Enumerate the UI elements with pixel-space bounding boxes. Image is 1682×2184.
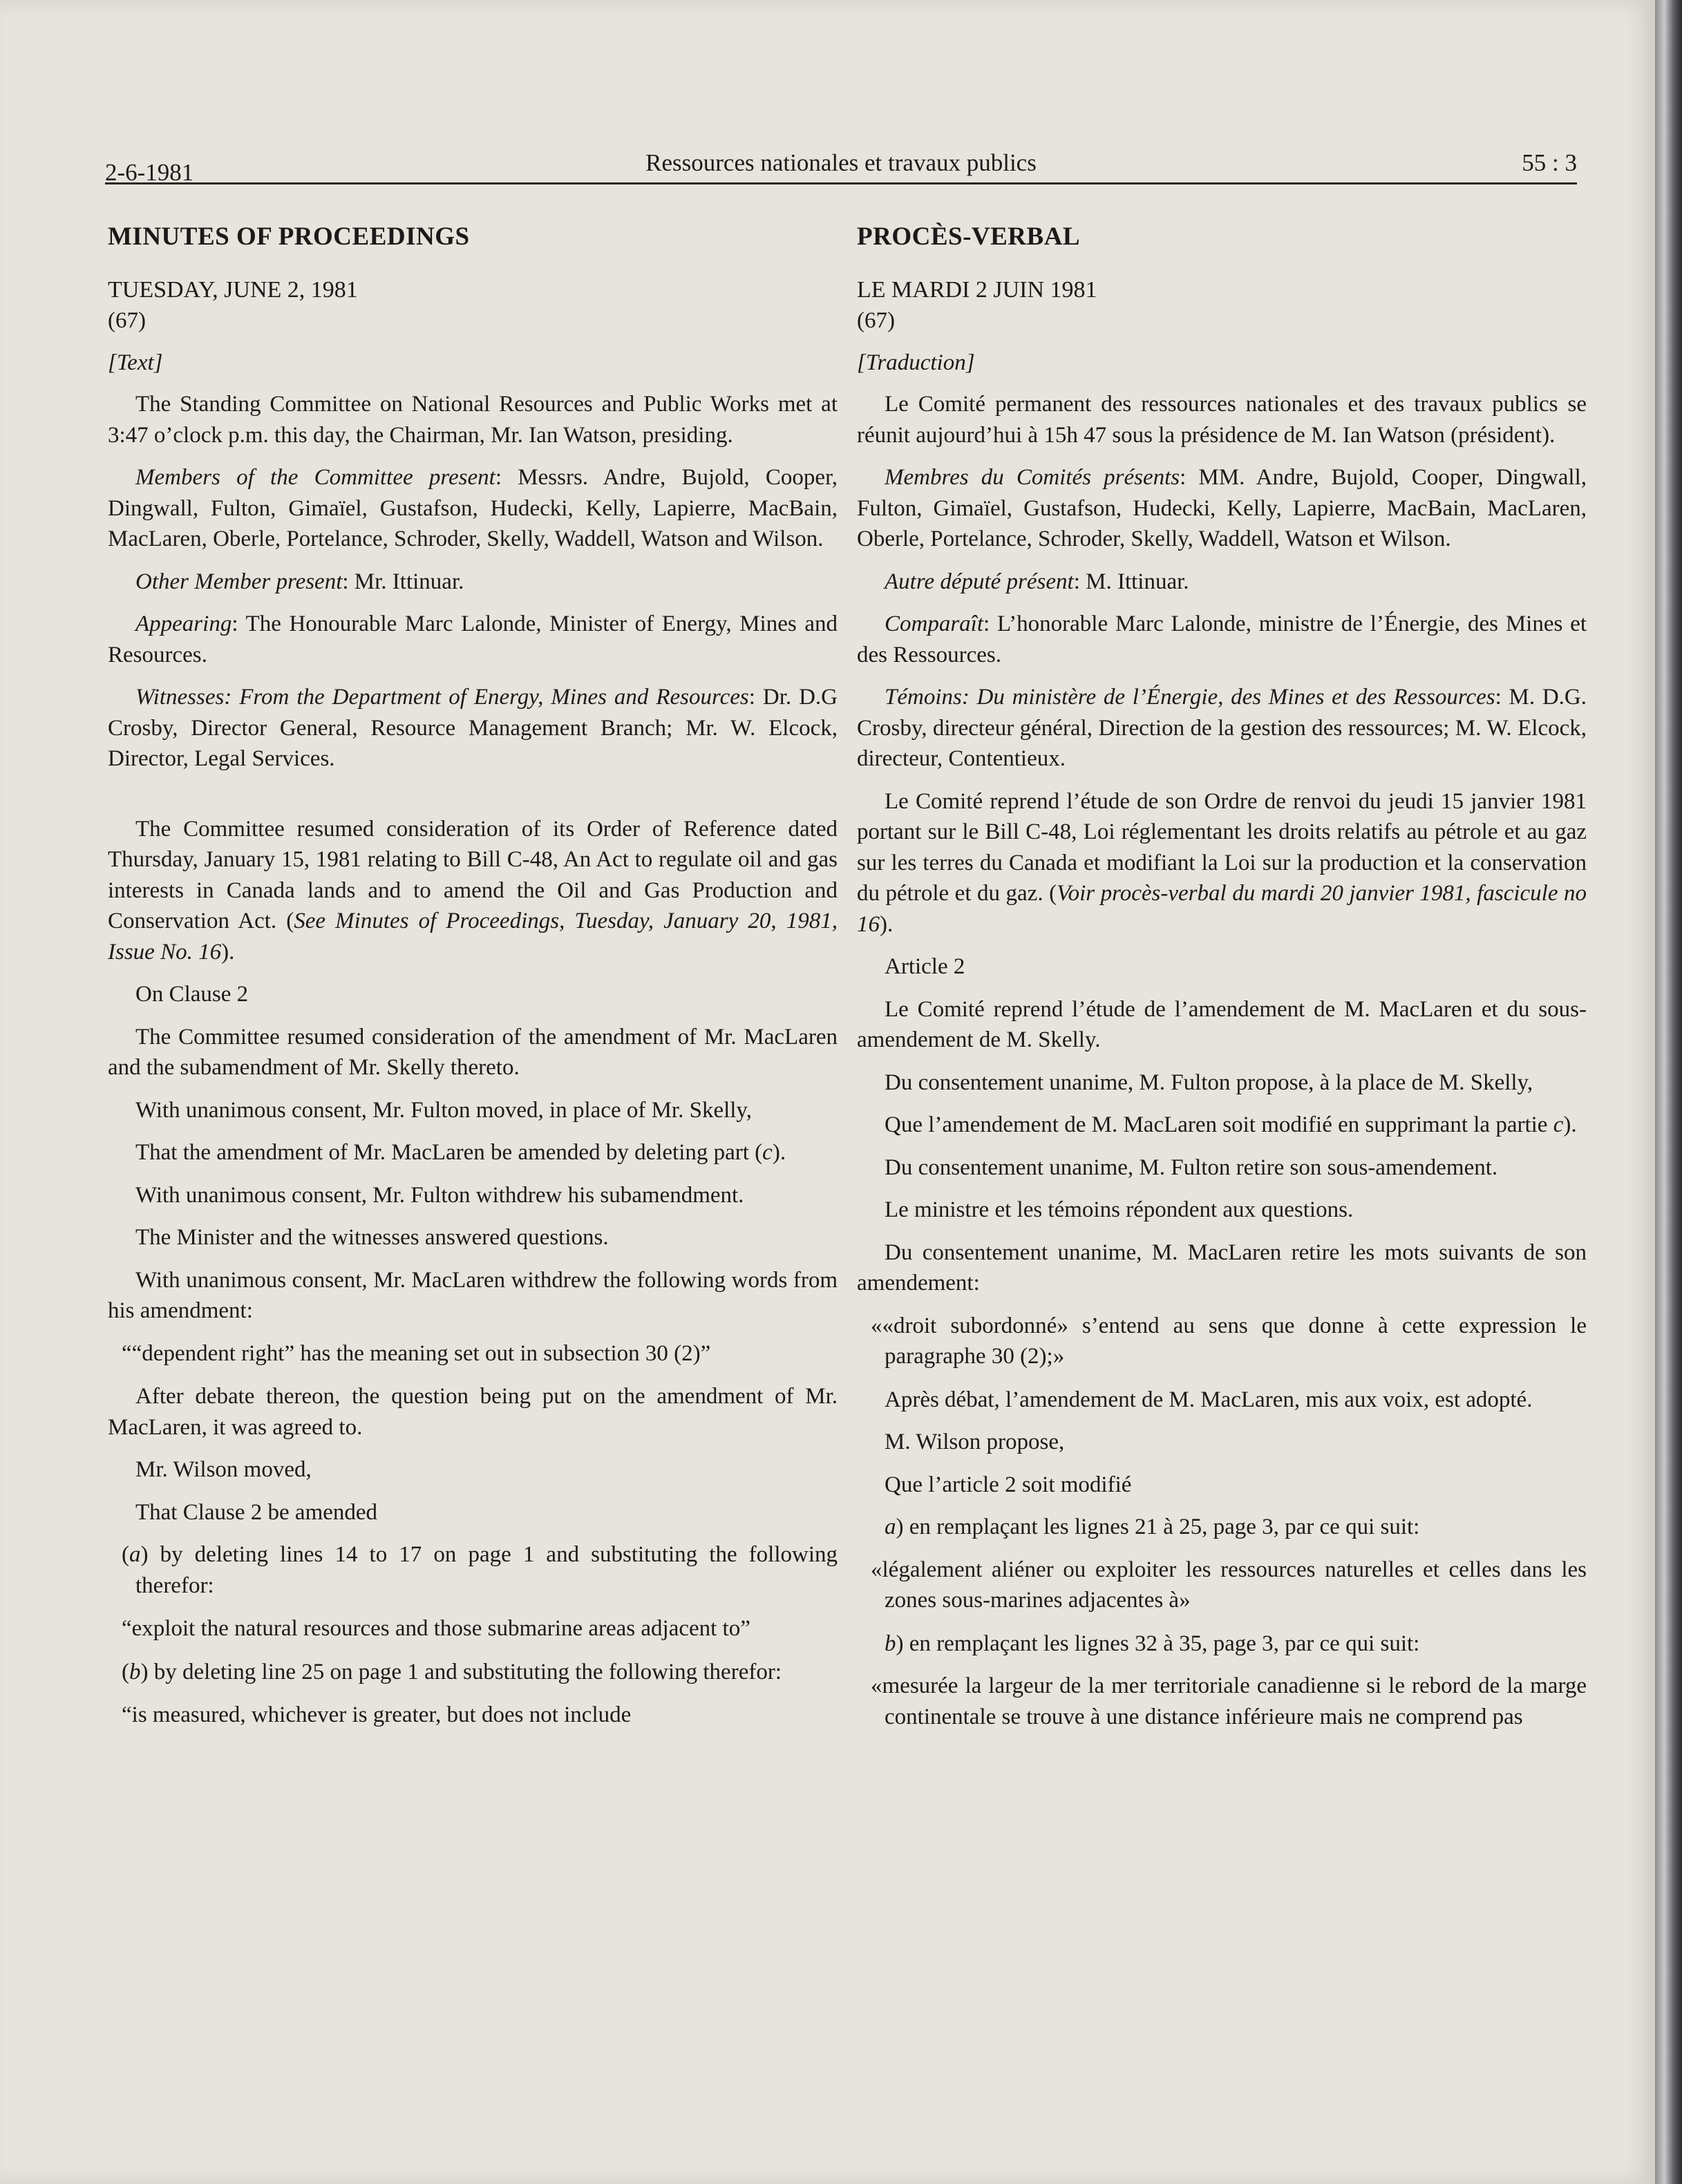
item-b-text: by deleting line 25 on page 1 and substituting the following therefor: [148, 1659, 782, 1684]
other-member-label: Autre député présent [885, 569, 1074, 594]
appearing-paragraph [108, 609, 838, 670]
item-a-text: ) en remplaçant les lignes 21 à 25, page 3, par ce qui suit: [896, 1514, 1420, 1539]
quote-3: “is measured, whichever is greater, but does not include [122, 1702, 632, 1727]
members-list: : Messrs. Andre, Bujold, Cooper, Dingwall, Fulton, Gimaïel, Gustafson, Hudecki, Kelly, Lapierre, MacBain, MacLaren, Oberle, Portelance, Schroder, Skelly, Waddell, Watson and Wilson. [108, 465, 838, 551]
that-clause: Que l’article 2 soit modifié [885, 1472, 1132, 1497]
resumed-amendment: Le Comité reprend l’étude de l’amendement de M. MacLaren et du sous-amendement de M. Skelly. [857, 996, 1587, 1052]
wilson-moved: M. Wilson propose, [885, 1430, 1065, 1454]
that-amendment-end: ). [1563, 1112, 1577, 1137]
item-a-text: by deleting lines 14 to 17 on page 1 and substituting the following therefor: [135, 1542, 838, 1598]
appearing-text: : The Honourable Marc Lalonde, Minister of Energy, Mines and Resources. [108, 611, 838, 667]
minister-answered: Le ministre et les témoins répondent aux questions. [885, 1197, 1354, 1222]
fulton-moved: With unanimous consent, Mr. Fulton moved, in place of Mr. Skelly, [135, 1097, 753, 1123]
witnesses-text: : M. D.G. Crosby, directeur général, Direction de la gestion des ressources; M. W. Elcock, directeur, Contentieux. [857, 685, 1587, 771]
clause-heading: On Clause 2 [135, 982, 249, 1007]
text-tag-label: Traduction [865, 350, 966, 375]
meeting-number: (67) [108, 308, 146, 333]
witnesses-text: : Dr. D.G Crosby, Director General, Resource Management Branch; Mr. W. Elcock, Director, Legal Services. [108, 685, 838, 771]
item-a-letter: a [885, 1514, 896, 1539]
text-tag-label: Text [116, 350, 154, 375]
item-b-letter: b [885, 1631, 896, 1656]
witnesses-label: Witnesses [135, 685, 225, 710]
members-label: Membres du Comités présents [885, 465, 1180, 490]
quote-1: ««droit subordonné» s’entend au sens que donne à cette expression le paragraphe 30 (2);» [871, 1313, 1587, 1369]
item-a [857, 1512, 1587, 1543]
meeting-number: (67) [857, 308, 895, 333]
wilson-moved: Mr. Wilson moved, [135, 1457, 312, 1482]
text-tag: [Text] [108, 350, 163, 375]
opening-paragraph: The Standing Committee on National Resources and Public Works met at 3:47 o’clock p.m. this day, the Chairman, Mr. Ian Watson, presiding. [108, 392, 838, 448]
header-rule [105, 182, 1577, 184]
item-a: (a) by deleting lines 14 to 17 on page 1 and substituting the following therefor: [122, 1542, 838, 1598]
quote-1: ““dependent right” has the meaning set out in subsection 30 (2)” [122, 1340, 711, 1366]
that-amendment-part: c [762, 1140, 773, 1165]
that-amendment [108, 1137, 838, 1168]
resumed-end: ). [880, 911, 894, 937]
french-column [857, 220, 1587, 1745]
members-label: Members of the Committee present [135, 465, 495, 490]
resumed-reference: See Minutes of Proceedings, Tuesday, January 20, 1981, Issue No. 16 [108, 909, 838, 965]
resumed-paragraph [108, 814, 838, 968]
resumed-amendment: The Committee resumed consideration of the amendment of Mr. MacLaren and the subamendment of Mr. Skelly thereto. [108, 1024, 838, 1080]
other-member-label: Other Member present [135, 569, 343, 594]
meeting-date: TUESDAY, JUNE 2, 1981 [108, 277, 358, 303]
heading: MINUTES OF PROCEEDINGS [108, 222, 470, 251]
that-amendment-text: Que l’amendement de M. MacLaren soit modifié en supprimant la partie [885, 1112, 1553, 1137]
heading: PROCÈS-VERBAL [857, 222, 1081, 251]
that-amendment-part: c [1553, 1112, 1564, 1137]
other-member-paragraph [857, 567, 1587, 598]
item-b: (b) by deleting line 25 on page 1 and substituting the following therefor: [122, 1659, 782, 1684]
witnesses-from: : Du ministère de l’Énergie, des Mines et des Ressources [961, 685, 1495, 710]
text-tag: [Traduction] [857, 350, 975, 375]
section-gap [108, 786, 838, 814]
appearing-label: Appearing [135, 611, 232, 636]
header-title: Ressources nationales et travaux publics [645, 149, 1037, 176]
english-column [108, 220, 838, 1743]
fulton-withdrew: Du consentement unanime, M. Fulton retire son sous-amendement. [885, 1155, 1498, 1180]
witnesses-paragraph [857, 682, 1587, 775]
running-header [105, 145, 1577, 186]
witnesses-from: : From the Department of Energy, Mines and Resources [224, 685, 749, 710]
resumed-text: The Committee resumed consideration of its Order of Reference dated Thursday, January 15, 1981 relating to Bill C-48, An Act to regulate oil and gas interests in Canada lands and to amend the Oil and Gas Production and Conservation Act. ( [108, 816, 838, 933]
resumed-end: ). [221, 939, 235, 965]
members-paragraph [857, 462, 1587, 555]
maclaren-withdrew: With unanimous consent, Mr. MacLaren withdrew the following words from his amendment: [108, 1267, 838, 1323]
witnesses-paragraph [108, 682, 838, 775]
that-clause: That Clause 2 be amended [135, 1499, 378, 1525]
quote-2: «légalement aliéner ou exploiter les ressources naturelles et celles dans les zones sous-marines adjacentes à» [871, 1557, 1587, 1613]
appearing-paragraph [857, 609, 1587, 670]
maclaren-withdrew: Du consentement unanime, M. MacLaren retire les mots suivants de son amendement: [857, 1240, 1587, 1295]
resumed-reference: Voir procès-verbal du mardi 20 janvier 1981, fascicule no 16 [857, 881, 1587, 937]
quote-2: “exploit the natural resources and those submarine areas adjacent to” [122, 1616, 750, 1641]
other-member: : Mr. Ittinuar. [342, 569, 464, 594]
header-page-number: 55 : 3 [1522, 149, 1577, 176]
that-amendment-end: ). [772, 1140, 786, 1165]
that-amendment [857, 1110, 1587, 1141]
item-b [857, 1628, 1587, 1660]
appearing-text: : L’honorable Marc Lalonde, ministre de l’Énergie, des Mines et des Ressources. [857, 611, 1587, 667]
header-date: 2-6-1981 [105, 159, 194, 186]
other-member-paragraph [108, 567, 838, 598]
other-member: : M. Ittinuar. [1073, 569, 1189, 594]
item-b-text: ) en remplaçant les lignes 32 à 35, page 3, par ce qui suit: [896, 1631, 1420, 1656]
binding-edge [1655, 0, 1682, 2184]
minister-answered: The Minister and the witnesses answered questions. [135, 1225, 609, 1250]
witnesses-label: Témoins [885, 685, 962, 710]
members-list: : MM. Andre, Bujold, Cooper, Dingwall, Fulton, Gimaïel, Gustafson, Hudecki, Kelly, Lapierre, MacBain, MacLaren, Oberle, Portelance, Schroder, Skelly, Waddell, Watson et Wilson. [857, 465, 1587, 551]
meeting-date: LE MARDI 2 JUIN 1981 [857, 277, 1097, 303]
members-paragraph [108, 462, 838, 555]
that-amendment-text: That the amendment of Mr. MacLaren be amended by deleting part ( [135, 1140, 763, 1165]
fulton-moved: Du consentement unanime, M. Fulton propose, à la place de M. Skelly, [885, 1070, 1533, 1095]
item-b-letter: b [129, 1659, 141, 1684]
opening-paragraph: Le Comité permanent des ressources nationales et des travaux publics se réunit aujourd’hui à 15h 47 sous la présidence de M. Ian Watson (président). [857, 392, 1587, 448]
after-debate: After debate thereon, the question being put on the amendment of Mr. MacLaren, it was agreed to. [108, 1384, 838, 1440]
after-debate: Après débat, l’amendement de M. MacLaren, mis aux voix, est adopté. [885, 1387, 1533, 1412]
appearing-label: Comparaît [885, 611, 984, 636]
resumed-paragraph [857, 786, 1587, 940]
quote-3: «mesurée la largeur de la mer territoriale canadienne si le rebord de la marge continentale se trouve à une distance inférieure mais ne comprend pas [871, 1673, 1587, 1729]
clause-heading: Article 2 [885, 954, 965, 979]
fulton-withdrew: With unanimous consent, Mr. Fulton withdrew his subamendment. [135, 1182, 744, 1208]
item-a-letter: a [129, 1542, 141, 1567]
resumed-text: Le Comité reprend l’étude de son Ordre de renvoi du jeudi 15 janvier 1981 portant sur le Bill C-48, Loi réglementant les droits relatifs au pétrole et au gaz sur les terres du Canada et modifiant la Loi sur la production et la conservation du pétrole et du gaz. ( [857, 788, 1587, 906]
